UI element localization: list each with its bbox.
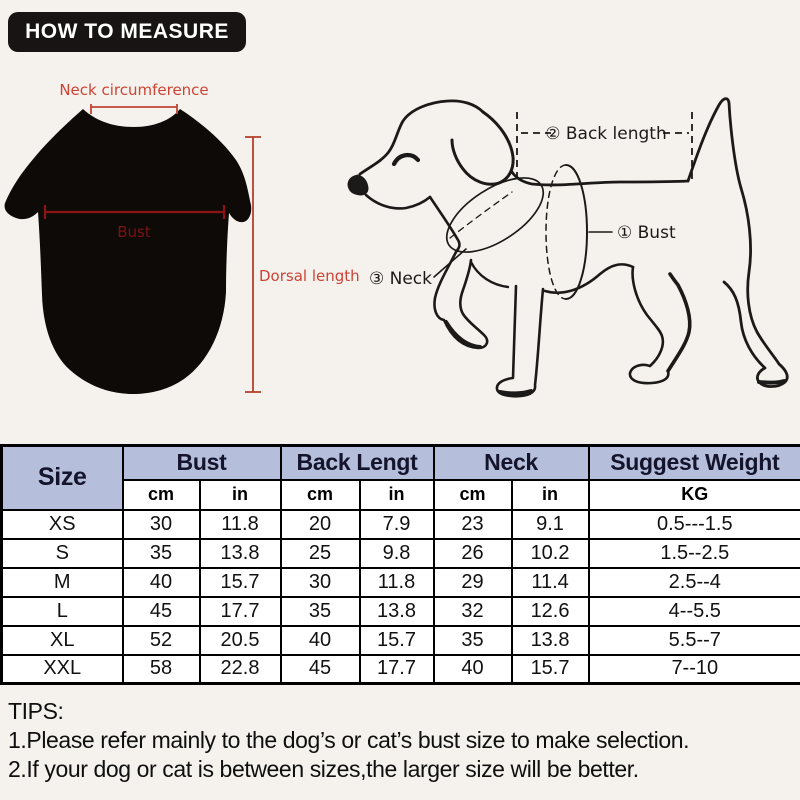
tips-line-1: 1.Please refer mainly to the dog’s or cat’s bust size to make selection.: [8, 727, 690, 753]
cell: 30: [123, 510, 200, 539]
cell: 13.8: [360, 597, 434, 626]
cell: 9.8: [360, 539, 434, 568]
dorsal-length-label: Dorsal length: [259, 267, 360, 285]
cell: 17.7: [200, 597, 281, 626]
col-header-bust: Bust: [123, 446, 281, 480]
cell: 4--5.5: [589, 597, 800, 626]
far-paw-accent: [759, 381, 784, 383]
col-header-size: Size: [2, 446, 123, 510]
unit-back-cm: cm: [281, 480, 360, 510]
cell: 58: [123, 655, 200, 684]
cell: 12.6: [512, 597, 589, 626]
unit-neck-cm: cm: [434, 480, 512, 510]
page-title: HOW TO MEASURE: [25, 20, 229, 43]
table-row-xs: [2, 510, 800, 539]
cell: 30: [281, 568, 360, 597]
cell: 10.2: [512, 539, 589, 568]
unit-neck-in: in: [512, 480, 589, 510]
cell: XL: [2, 626, 123, 655]
cell: 52: [123, 626, 200, 655]
tips-section: [8, 697, 800, 784]
cell: 2.5--4: [589, 568, 800, 597]
unit-weight-kg: KG: [589, 480, 800, 510]
table-row-m: [2, 568, 800, 597]
cell: 17.7: [360, 655, 434, 684]
cell: M: [2, 568, 123, 597]
cell: 35: [123, 539, 200, 568]
size-chart-table: [0, 444, 800, 685]
cell: 1.5--2.5: [589, 539, 800, 568]
tshirt-silhouette: [5, 109, 252, 394]
cell: 13.8: [512, 626, 589, 655]
cell: 15.7: [200, 568, 281, 597]
cell: 11.4: [512, 568, 589, 597]
cell: 7--10: [589, 655, 800, 684]
dog-nose: [348, 175, 368, 195]
cell: 7.9: [360, 510, 434, 539]
cell: 0.5---1.5: [589, 510, 800, 539]
table-row-l: [2, 597, 800, 626]
back-length-label: ② Back length: [545, 124, 667, 144]
cell: 35: [281, 597, 360, 626]
unit-bust-cm: cm: [123, 480, 200, 510]
cell: 15.7: [512, 655, 589, 684]
how-to-measure-badge: [8, 12, 246, 52]
unit-back-in: in: [360, 480, 434, 510]
table-row-xl: [2, 626, 800, 655]
col-header-back-length: Back Lengt: [281, 446, 434, 480]
cell: 15.7: [360, 626, 434, 655]
cell: 11.8: [360, 568, 434, 597]
back-length-guides: [517, 112, 692, 184]
cell: 40: [281, 626, 360, 655]
col-header-neck: Neck: [434, 446, 589, 480]
cell: XS: [2, 510, 123, 539]
measurement-illustration: [0, 58, 800, 444]
cell: 40: [434, 655, 512, 684]
table-row-xxl: [2, 655, 800, 684]
dog-neck-label: ③ Neck: [368, 269, 432, 289]
dog-bust-label: ① Bust: [617, 223, 676, 243]
table-row-s: [2, 539, 800, 568]
cell: 25: [281, 539, 360, 568]
cell: XXL: [2, 655, 123, 684]
cell: 40: [123, 568, 200, 597]
cell: 9.1: [512, 510, 589, 539]
dorsal-measure-line: [245, 137, 261, 392]
unit-bust-in: in: [200, 480, 281, 510]
cell: 22.8: [200, 655, 281, 684]
cell: 35: [434, 626, 512, 655]
cell: 13.8: [200, 539, 281, 568]
cell: 26: [434, 539, 512, 568]
cell: 20: [281, 510, 360, 539]
neck-measure-line: [91, 104, 177, 114]
cell: 29: [434, 568, 512, 597]
cell: 23: [434, 510, 512, 539]
front-paw-accent: [500, 391, 531, 393]
cell: 45: [281, 655, 360, 684]
dog-eye: [394, 155, 418, 164]
col-header-suggest-weight: Suggest Weight: [589, 446, 800, 480]
cell: 32: [434, 597, 512, 626]
cell: 5.5--7: [589, 626, 800, 655]
tips-title: TIPS:: [8, 698, 64, 724]
shirt-bust-label: Bust: [117, 223, 151, 241]
cell: 20.5: [200, 626, 281, 655]
cell: 45: [123, 597, 200, 626]
tips-line-2: 2.If your dog or cat is between sizes,the larger size will be better.: [8, 756, 639, 782]
cell: S: [2, 539, 123, 568]
cell: 11.8: [200, 510, 281, 539]
cell: L: [2, 597, 123, 626]
dog-sketch: [348, 99, 787, 397]
neck-circumference-label: Neck circumference: [59, 81, 209, 99]
